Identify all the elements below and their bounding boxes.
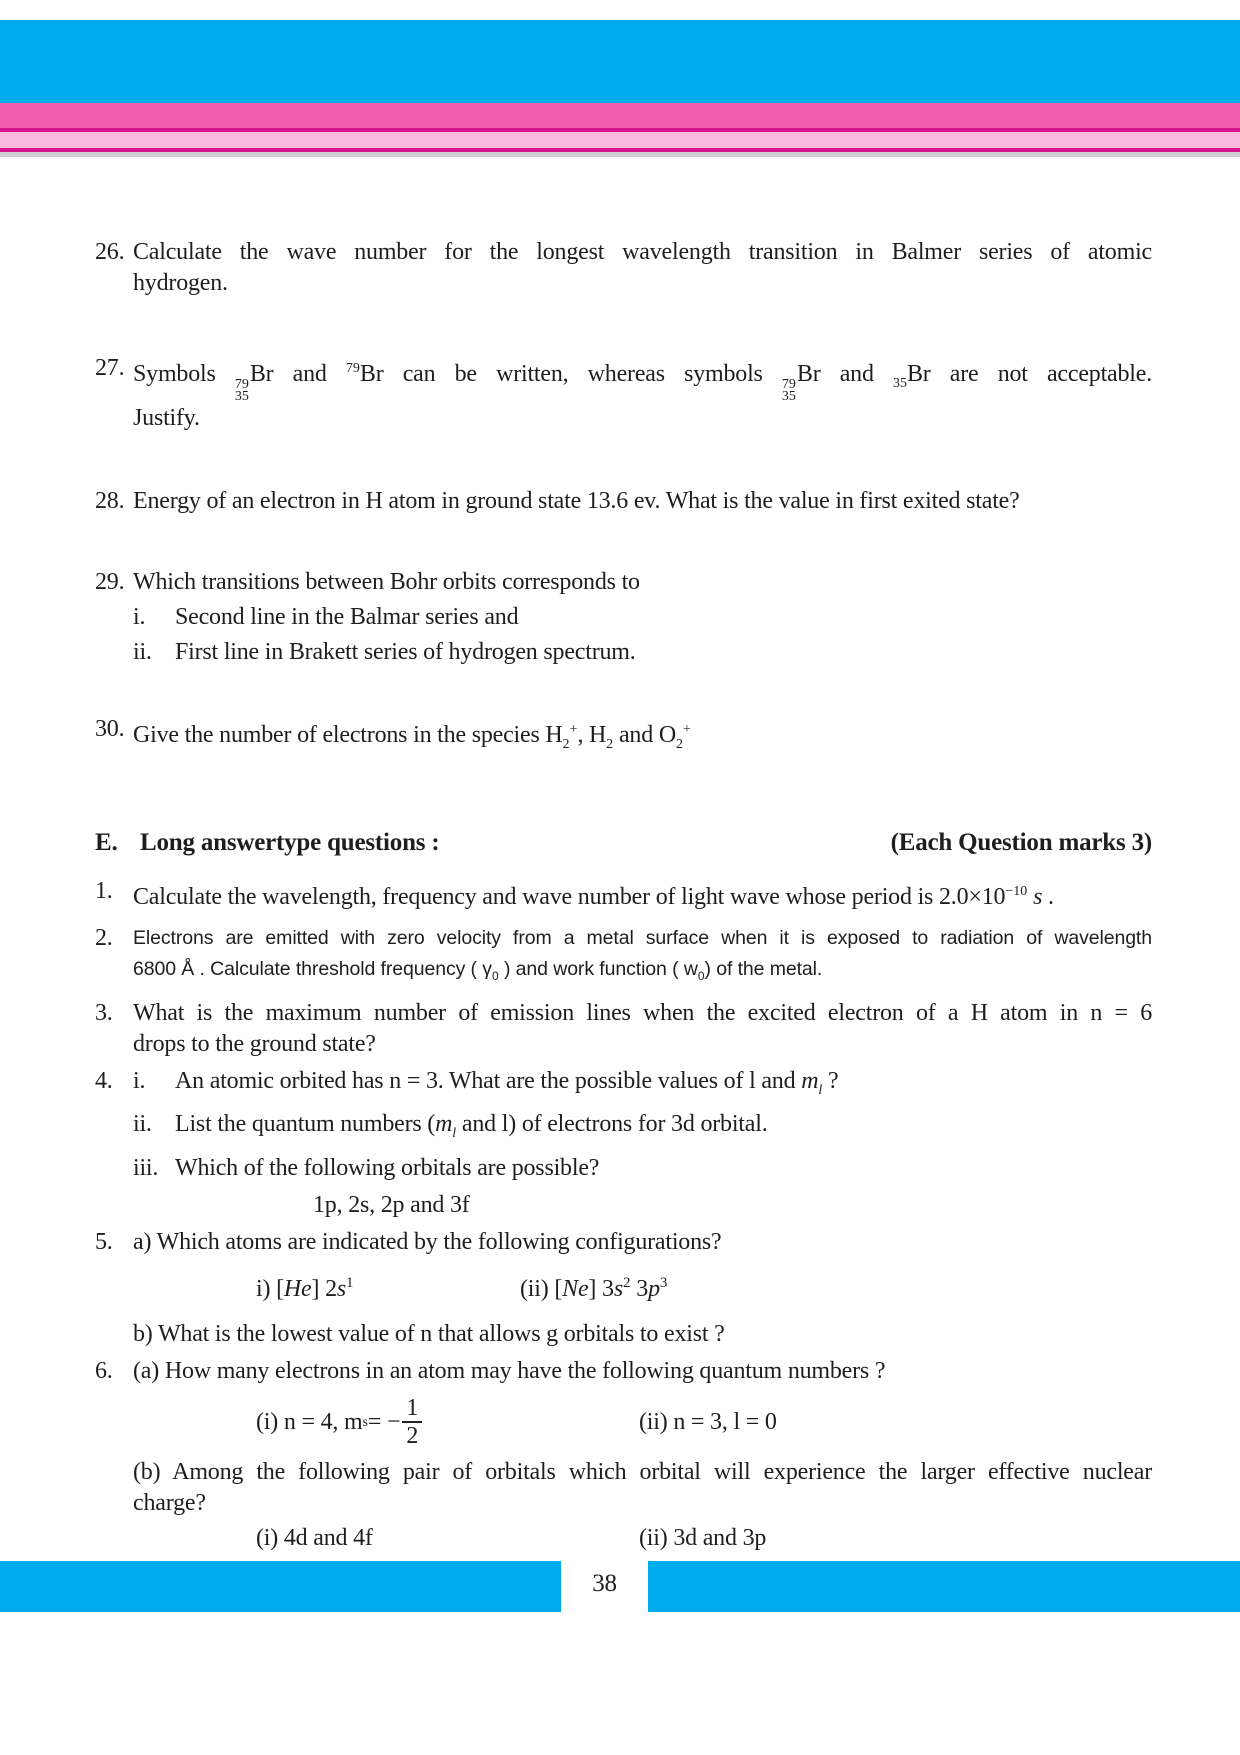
mass-number: 79 [234,377,249,392]
section-heading [95,826,1152,860]
element-symbol: Br [249,361,274,387]
question-text [133,237,1152,299]
isotope-numbers [782,379,797,403]
question-number: 4. [95,1067,113,1094]
question-number: 3. [95,999,113,1026]
orbital-letter: p [648,1276,660,1303]
question-text [133,1356,1152,1554]
subscript: 2 [606,736,614,752]
isotope-numbers [235,379,250,403]
question-text [133,876,1152,913]
configurations-row [133,1268,1152,1305]
question-number: 6. [95,1358,113,1385]
question-30 [95,714,1152,760]
question-e3-line2: drops to the ground state? [133,1030,376,1057]
question-text [133,714,1152,760]
question-e2-line1: Electrons are emitted with zero velocity from a metal surface when it is exposed to radiation of wavelength [133,926,1152,949]
question-e6b-line2: charge? [133,1490,206,1517]
text-segment: (i) n = 4, m [256,1408,363,1435]
question-e1 [95,876,1152,913]
list-item-label: i. [133,604,146,630]
orbital-letter: s [336,1276,347,1303]
orbital-pair-ii: (ii) 3d and 3p [639,1525,767,1552]
text-segment: ? [822,1067,839,1094]
subscript: 0 [491,968,499,983]
page-number: 38 [592,1570,617,1597]
list-item-text: Second line in the Balmar series and [175,604,519,630]
text-segment: 6800 Å . Calculate threshold frequency ( [133,957,483,980]
list-item-text: Which of the following orbitals are possible? [175,1155,600,1182]
subscript: s [362,1414,368,1430]
mass-number: 79 [781,377,796,392]
text-segment: Give the number of electrons in the species H [133,722,563,748]
question-number: 27. [95,355,125,381]
footer-bar-left [0,1561,561,1612]
atomic-number: 35 [892,375,907,391]
bracket: [ [276,1276,284,1303]
question-28 [95,486,1152,517]
exponent: 3 [659,1275,668,1292]
unit: s [1033,883,1043,910]
section-label: E. [95,828,118,856]
question-27-line1 [133,353,1152,403]
list-item-label: iii. [133,1155,159,1182]
question-29-stem: Which transitions between Bohr orbits corresponds to [133,569,640,595]
question-number: 29. [95,569,125,595]
list-item [133,1153,1152,1184]
question-26-line1: Calculate the wave number for the longest wavelength transition in Balmer series of atomic [133,239,1152,265]
subscript: l [818,1082,823,1098]
element-symbol: Br [906,361,931,387]
text-segment: List the quantum numbers ( [175,1111,436,1138]
question-26 [95,237,1152,299]
atomic-number: 35 [781,389,796,404]
element-symbol: Br [796,361,821,387]
list-item-label: i. [133,1067,146,1094]
question-e4 [95,1066,1152,1222]
superscript: + [569,722,578,737]
list-item [133,637,1152,668]
subscript: 2 [562,736,570,752]
list-item [133,1109,1152,1149]
configuration-i [256,1276,354,1302]
element-symbol: Ne [562,1276,589,1303]
question-text [133,353,1152,434]
exponent: 2 [622,1275,631,1292]
subscript: 0 [697,968,705,983]
mass-number: 79 [345,361,360,376]
header-magenta-band [0,103,1240,128]
text-segment: = − [367,1408,401,1435]
quantum-option-i [256,1395,422,1449]
question-e6a-text: (a) How many electrons in an atom may have the following quantum numbers ? [133,1358,886,1385]
fraction [402,1396,422,1448]
question-number: 26. [95,239,125,265]
math-value: 2.0×10 [939,883,1006,910]
list-item-text [175,1066,1152,1106]
page-content [0,157,1240,1554]
coefficient: 3 [602,1276,614,1303]
item-label: (ii) [520,1276,549,1303]
bracket: ] [588,1276,602,1303]
question-e6b-line1: (b) Among the following pair of orbitals which orbital will experience the larger effective nuclear [133,1459,1152,1486]
text-segment: and l) of electrons for 3d orbital. [456,1111,768,1138]
configuration-ii [520,1268,667,1305]
coefficient: 2 [325,1276,337,1303]
bracket: [ [554,1276,563,1303]
text-segment: are not acceptable. [930,361,1153,387]
gamma-symbol: γ [482,957,492,980]
question-text [133,486,1152,517]
question-number: 1. [95,877,113,904]
question-text [133,1066,1152,1222]
footer-bar-right [648,1561,1240,1612]
element-symbol: He [283,1276,312,1303]
symbol-m: m [801,1067,819,1094]
text-segment: and O [613,722,676,748]
question-e2 [95,923,1152,992]
question-e6b-text [133,1457,1152,1519]
list-item [133,1066,1152,1106]
orbitals-list: 1p, 2s, 2p and 3f [313,1192,470,1219]
fraction-denominator: 2 [406,1423,419,1450]
question-number: 5. [95,1229,113,1256]
question-e6 [95,1356,1152,1554]
header-cyan-band [0,20,1240,103]
exponent: −10 [1005,883,1028,899]
text-segment: An atomic orbited has n = 3. What are the possible values of l and [175,1067,802,1094]
question-28-text: Energy of an electron in H atom in ground state 13.6 ev. What is the value in first exited state? [133,488,1020,514]
superscript: + [682,722,691,737]
coefficient: 3 [630,1276,649,1303]
text-segment: and [273,361,346,387]
list-item-text [175,1109,1152,1149]
marks-note: (Each Question marks 3) [890,828,1152,856]
element-symbol: Br [359,361,384,387]
text-segment: Calculate the wavelength, frequency and wave number of light wave whose period is [133,883,939,910]
text-segment: Symbols [133,361,235,387]
list-item [133,602,1152,633]
symbol-m: m [435,1111,453,1138]
list-item-label: ii. [133,639,152,665]
subscript: l [452,1126,457,1142]
section-title [95,826,440,860]
question-e1-text [133,876,1152,913]
question-29 [95,567,1152,668]
question-e2-line2 [133,954,1152,992]
list-item-label: ii. [133,1111,152,1138]
text-segment: ) of the metal. [704,957,823,980]
text-segment: , H [577,722,607,748]
footer [0,1561,1240,1612]
quantum-numbers-row [133,1395,1152,1449]
question-text [133,567,1152,668]
atomic-number: 35 [234,389,249,404]
question-e5a-text: a) Which atoms are indicated by the following configurations? [133,1229,722,1256]
orbital-pair-i: (i) 4d and 4f [256,1525,373,1552]
header-stripes [0,0,1240,157]
text-segment: can be written, whereas symbols [383,361,782,387]
question-number: 30. [95,716,125,742]
bracket: ] [311,1276,326,1303]
list-item-text: First line in Brakett series of hydrogen spectrum. [175,639,636,665]
quantum-option-ii: (ii) n = 3, l = 0 [639,1409,777,1436]
orbital-letter: s [613,1276,623,1303]
subscript: 2 [675,736,683,752]
item-label: i) [256,1276,271,1303]
question-e5b-text: b) What is the lowest value of n that allows g orbitals to exist ? [133,1321,725,1348]
question-26-line2: hydrogen. [133,270,228,296]
question-30-text [133,714,1152,760]
fraction-numerator: 1 [402,1396,422,1423]
text-segment: ) and work function ( w [498,957,698,980]
exponent: 1 [346,1275,354,1292]
question-e3-line1: What is the maximum number of emission lines when the excited electron of a H atom in n = 6 [133,999,1152,1026]
header-pink-band [0,132,1240,148]
question-text [133,923,1152,992]
question-e3 [95,998,1152,1060]
question-number: 28. [95,488,125,514]
question-text [133,1227,1152,1350]
question-number: 2. [95,924,113,951]
text-segment: and [820,361,893,387]
orbital-pairs-row [133,1523,1152,1554]
text-segment: . [1042,883,1054,910]
question-27-line2: Justify. [133,405,200,431]
section-title-text: Long answertype questions : [140,828,440,856]
question-text [133,998,1152,1060]
question-27 [95,353,1152,434]
question-e5 [95,1227,1152,1350]
